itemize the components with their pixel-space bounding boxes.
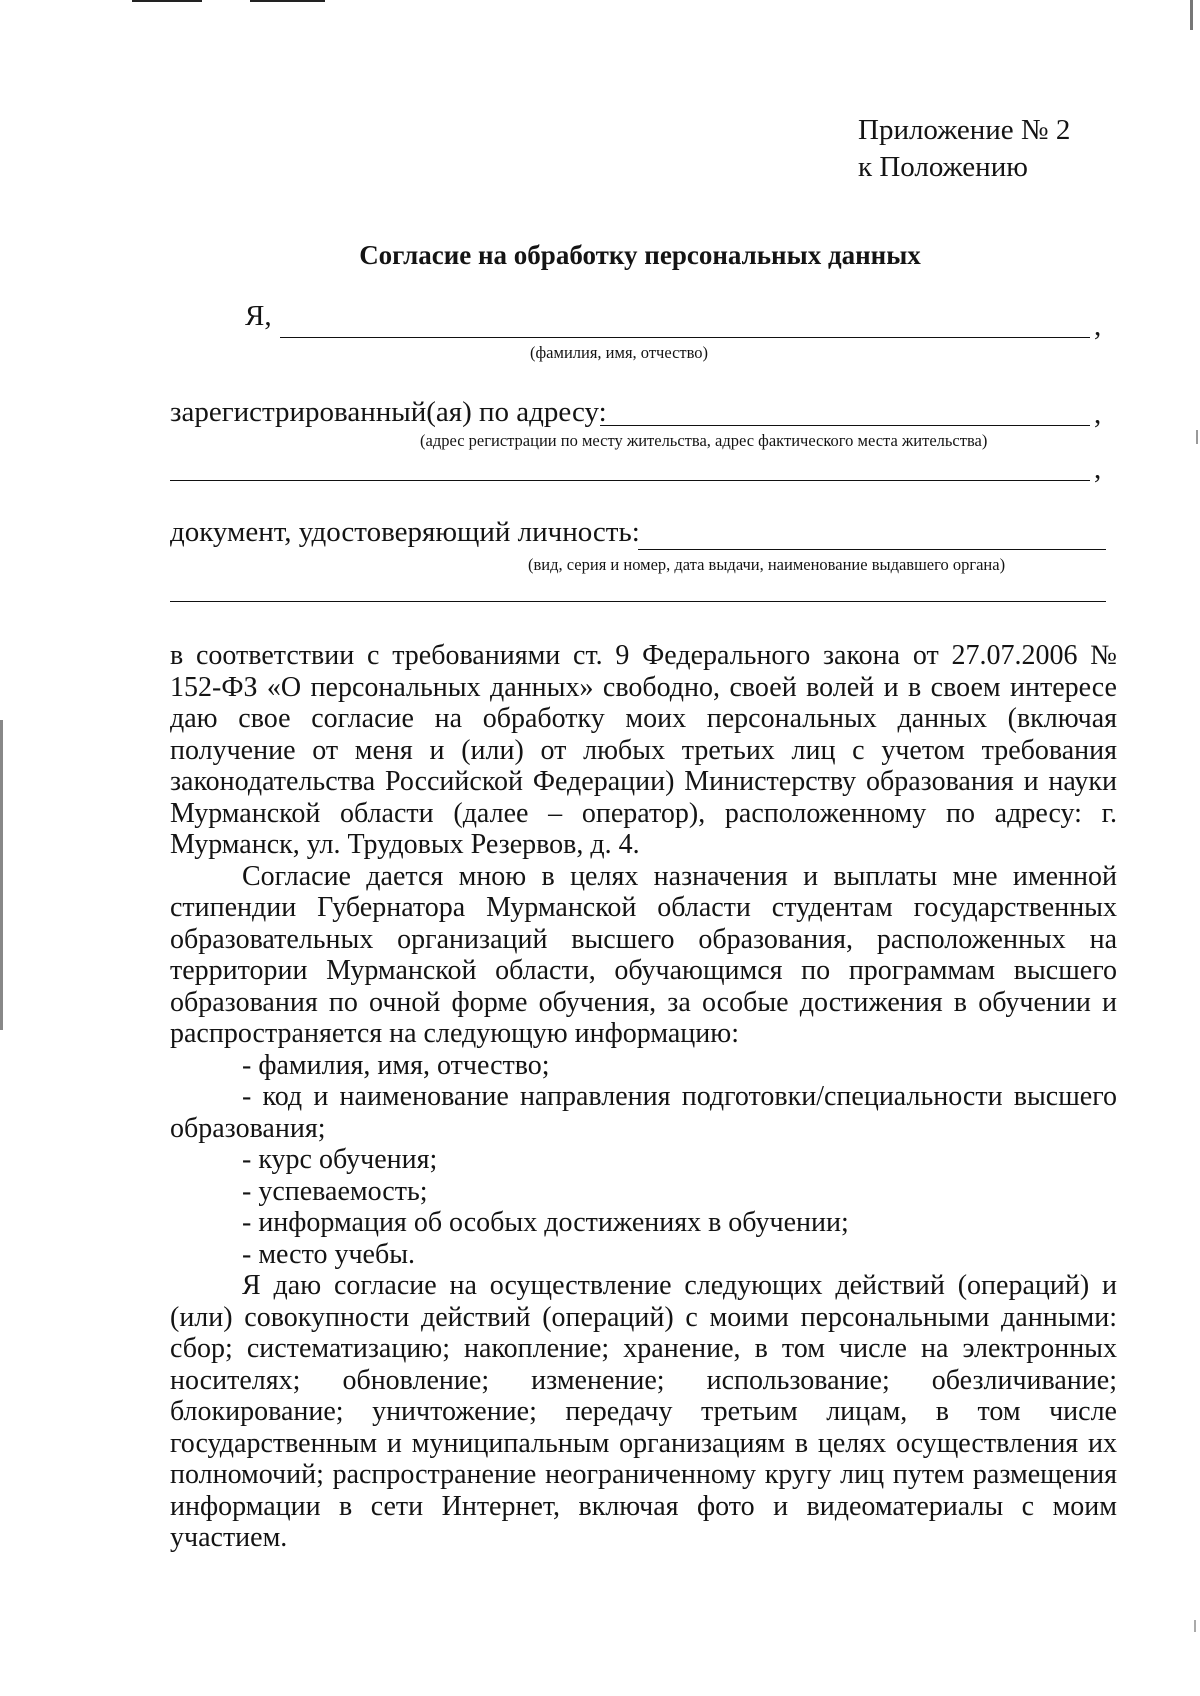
appendix-reference: к Положению xyxy=(858,151,1028,183)
scan-artifact xyxy=(1190,0,1193,30)
scan-artifact xyxy=(132,0,202,2)
document-hint: (вид, серия и номер, дата выдачи, наименование выдавшего органа) xyxy=(528,555,1006,574)
list-item: - курс обучения; xyxy=(242,1144,438,1175)
document-title: Согласие на обработку персональных данных xyxy=(359,240,921,270)
scan-artifact xyxy=(0,720,3,1030)
address-label: зарегистрированный(ая) по адресу: xyxy=(170,396,607,428)
consent-body xyxy=(170,640,1117,1554)
list-item: - успеваемость; xyxy=(242,1175,428,1207)
address-fill-line-2[interactable] xyxy=(170,480,1090,481)
scan-artifact xyxy=(1196,430,1198,444)
name-fill-line[interactable] xyxy=(280,337,1090,338)
list-item: - информация об особых достижениях в обучении; xyxy=(242,1207,849,1238)
document-label: документ, удостоверяющий личность: xyxy=(170,516,640,548)
appendix-header xyxy=(858,112,1070,186)
name-prefix: Я, xyxy=(245,300,272,332)
paragraph-purpose: Согласие дается мною в целях назначения и выплаты мне именной стипендии Губернатора Мурманской области студентам государственных образовательных организаций высшего образования, расположенных на территории Мурманской области, обучающимся по программам высшего образования по очной форме обучения, за особые достижения в обучении и распространяется на следующую информацию: xyxy=(170,860,1117,1049)
address-fill-line[interactable] xyxy=(600,425,1090,426)
address-comma-2: , xyxy=(1094,453,1102,485)
list-item: - место учебы. xyxy=(242,1238,416,1270)
appendix-number: Приложение № 2 xyxy=(858,114,1071,146)
document-fill-line-2[interactable] xyxy=(170,601,1106,602)
list-item: - фамилия, имя, отчество; xyxy=(242,1049,550,1081)
list-item: - код и наименование направления подготовки/специальности высшего образования; xyxy=(170,1081,1117,1144)
paragraph-legal-basis: в соответствии с требованиями ст. 9 Федерального закона от 27.07.2006 № 152-ФЗ «О персональных данных» свободно, своей волей и в своем интересе даю свое согласие на обработку моих персональных данных (включая получение от меня и (или) от любых третьих лиц с учетом требования законодательства Российской Федерации) Министерству образования и науки Мурманской области (далее – оператор), расположенному по адресу: г. Мурманск, ул. Трудовых Резервов, д. 4. xyxy=(170,640,1117,860)
name-comma: , xyxy=(1094,310,1102,342)
name-hint: (фамилия, имя, отчество) xyxy=(530,343,709,362)
paragraph-actions: Я даю согласие на осуществление следующих действий (операций) и (или) совокупности действий (операций) с моими персональными данными: сбор; систематизацию; накопление; хранение, в том числе на электронных носителях; обновление; изменение; использование; обезличивание; блокирование; уничтожение; передачу третьим лицам, в том числе государственным и муниципальным организациям в целях осуществления их полномочий; распространение неограниченному кругу лиц путем размещения информации в сети Интернет, включая фото и видеоматериалы с моим участием. xyxy=(170,1270,1117,1553)
address-comma: , xyxy=(1094,398,1102,430)
address-hint: (адрес регистрации по месту жительства, адрес фактического места жительства) xyxy=(420,431,988,450)
scan-artifact xyxy=(250,0,325,2)
scan-artifact xyxy=(1194,1620,1196,1632)
document-fill-line[interactable] xyxy=(638,549,1106,550)
